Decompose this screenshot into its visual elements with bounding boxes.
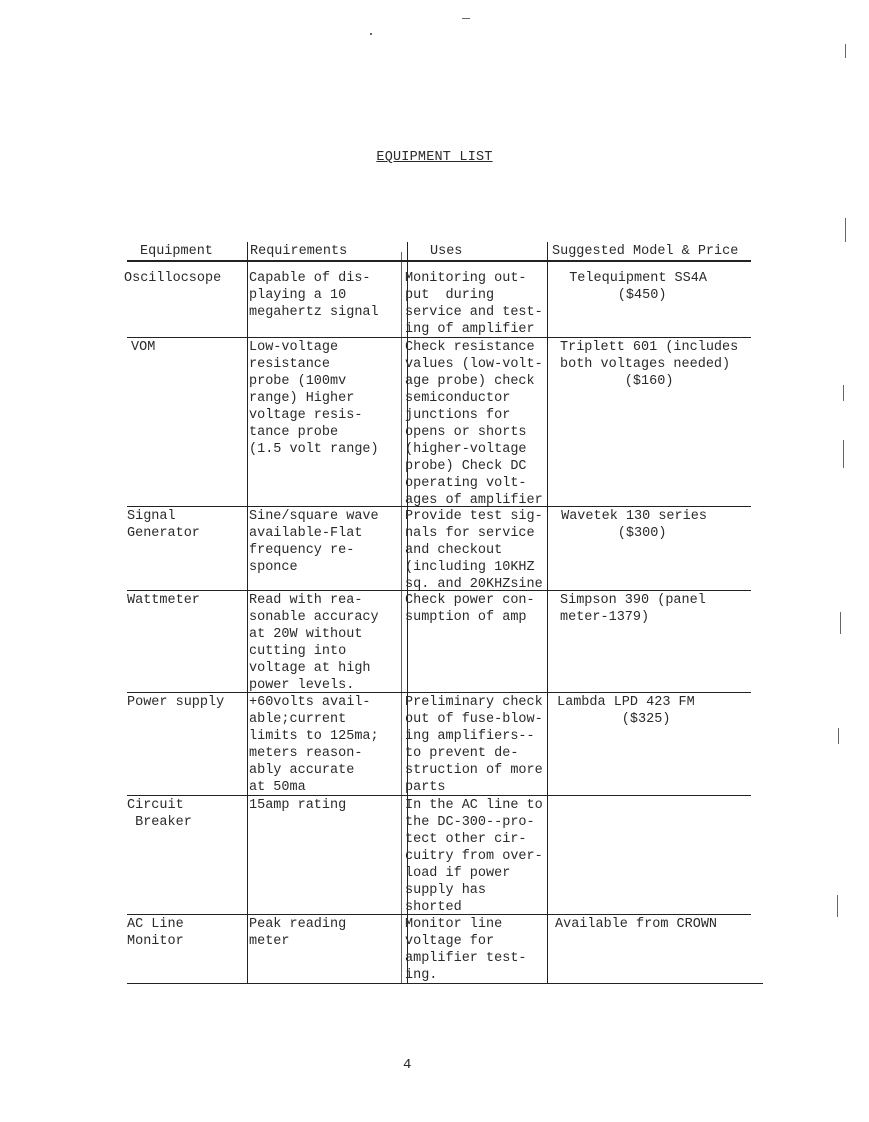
scan-speck <box>840 612 841 634</box>
model-cell: Simpson 390 (panel meter-1379) <box>560 593 706 625</box>
header-equipment: Equipment <box>140 244 213 259</box>
model-cell: Telequipment SS4A ($450) <box>569 271 707 303</box>
model-cell: Triplett 601 (includes both voltages needed) ($160) <box>560 340 739 389</box>
scan-speck <box>845 44 846 58</box>
requirements-cell: Low-voltage resistance probe (100mv range) Higher voltage resis- tance probe (1.5 volt range) <box>249 340 379 457</box>
requirements-cell: Sine/square wave available-Flat frequency re- sponce <box>249 509 379 575</box>
requirements-cell: Peak reading meter <box>249 917 347 949</box>
column-divider <box>547 242 548 984</box>
scan-speck <box>838 728 839 744</box>
scan-speck <box>843 385 844 401</box>
header-uses: Uses <box>430 244 463 259</box>
scan-speck <box>837 895 838 917</box>
header-suggested-model-price: Suggested Model & Price <box>552 244 739 259</box>
equipment-cell: VOM <box>131 340 156 355</box>
page-number: 4 <box>403 1057 412 1073</box>
requirements-cell: Capable of dis- playing a 10 megahertz signal <box>249 271 379 320</box>
scan-speck <box>843 440 844 468</box>
uses-cell: Check resistance values (low-volt- age probe) check semiconductor junctions for opens or shorts (higher-voltage probe) Check DC operating volt- ages of amplifier <box>405 340 543 508</box>
requirements-cell: Read with rea- sonable accuracy at 20W without cutting into voltage at high power levels. <box>249 593 379 693</box>
uses-cell: Preliminary check out of fuse-blow- ing amplifiers-- to prevent de- struction of more parts <box>405 695 543 795</box>
model-cell: Lambda LPD 423 FM ($325) <box>557 695 695 727</box>
column-divider <box>247 242 248 984</box>
uses-cell: Check power con- sumption of amp <box>405 593 535 625</box>
equipment-cell: Power supply <box>127 695 225 710</box>
equipment-cell: Circuit Breaker <box>127 798 192 830</box>
equipment-cell: AC Line Monitor <box>127 917 184 949</box>
requirements-cell: +60volts avail- able;current limits to 125ma; meters reason- ably accurate at 50ma <box>249 695 379 795</box>
header-requirements: Requirements <box>250 244 348 259</box>
scan-speck <box>845 218 846 242</box>
uses-cell: In the AC line to the DC-300--pro- tect other cir- cuitry from over- load if power supply has shorted <box>405 798 543 915</box>
uses-cell: Monitoring out- put during service and test- ing of amplifier <box>405 271 543 337</box>
scan-speck <box>370 33 372 35</box>
page-title: EQUIPMENT LIST <box>376 150 493 165</box>
equipment-cell: Signal Generator <box>127 509 200 541</box>
column-divider <box>401 252 402 984</box>
model-cell: Wavetek 130 series ($300) <box>561 509 707 541</box>
equipment-cell: Oscillocsope <box>124 271 222 286</box>
scan-speck <box>462 18 470 19</box>
uses-cell: Monitor line voltage for amplifier test- ing. <box>405 917 527 983</box>
header-rule <box>127 260 751 262</box>
row-divider <box>127 692 751 693</box>
model-cell: Available from CROWN <box>555 917 718 932</box>
requirements-cell: 15amp rating <box>249 798 347 813</box>
equipment-cell: Wattmeter <box>127 593 200 608</box>
uses-cell: Provide test sig- nals for service and checkout (including 10KHZ sq. and 20KHZsine <box>405 509 543 592</box>
